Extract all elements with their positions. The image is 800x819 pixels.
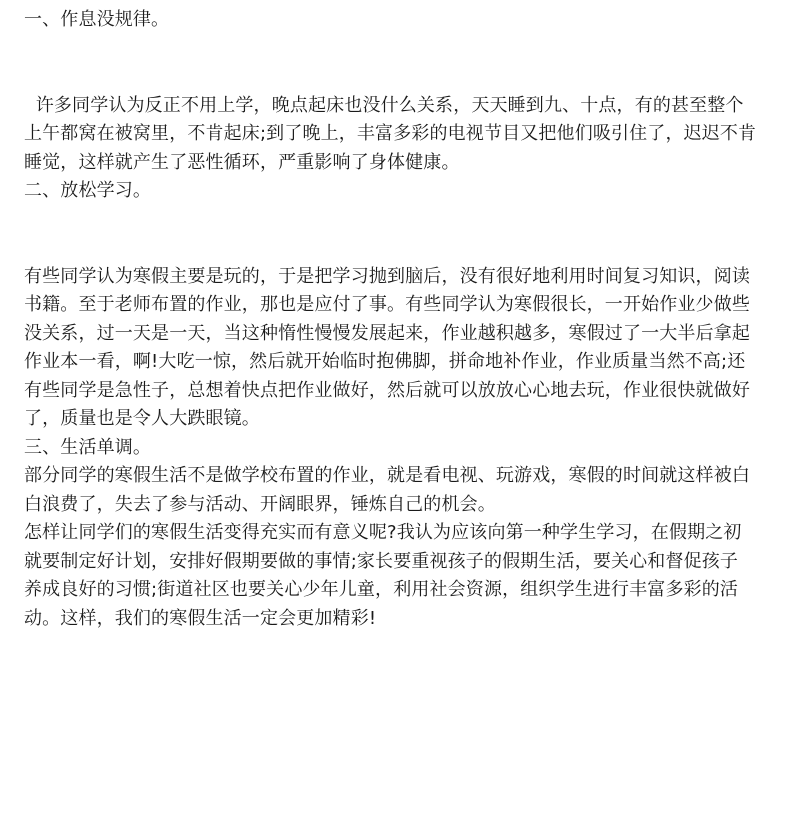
section-heading: 一、作息没规律。	[24, 9, 170, 30]
paragraph-line: 睡觉，这样就产生了恶性循环，严重影响了身体健康。	[24, 151, 460, 173]
section-heading: 二、放松学习。	[24, 180, 152, 201]
paragraph-line: 没关系，过一天是一天，当这种惰性慢慢发展起来，作业越积越多，寒假过了一大半后拿起	[24, 322, 750, 344]
paragraph-line: 有些同学是急性子，总想着快点把作业做好，然后就可以放放心心地去玩，作业很快就做好	[24, 379, 750, 401]
paragraph-line: 怎样让同学们的寒假生活变得充实而有意义呢?我认为应该向第一种学生学习，在假期之初	[24, 522, 742, 543]
paragraph-line: 有些同学认为寒假主要是玩的，于是把学习抛到脑后，没有很好地利用时间复习知识，阅读	[24, 265, 750, 287]
paragraph-line: 部分同学的寒假生活不是做学校布置的作业，就是看电视、玩游戏，寒假的时间就这样被白	[24, 465, 750, 486]
paragraph-line: 动。这样，我们的寒假生活一定会更加精彩!	[24, 607, 377, 629]
document-body	[24, 0, 784, 633]
paragraph-line: 了，质量也是令人大跌眼镜。	[24, 408, 260, 429]
paragraph-line: 白浪费了，失去了参与活动、开阔眼界，锤炼自己的机会。	[24, 493, 496, 515]
paragraph-line: 养成良好的习惯;街道社区也要关心少年儿童，利用社会资源，组织学生进行丰富多彩的活	[24, 579, 739, 600]
paragraph-line: 书籍。至于老师布置的作业，那也是应付了事。有些同学认为寒假很长，一开始作业少做些	[24, 294, 750, 315]
paragraph-line: 许多同学认为反正不用上学，晚点起床也没什么关系，天天睡到九、十点，有的甚至整个	[24, 94, 744, 116]
paragraph-line: 就要制定好计划，安排好假期要做的事情;家长要重视孩子的假期生活，要关心和督促孩子	[24, 550, 739, 572]
paragraph-line: 上午都窝在被窝里，不肯起床;到了晚上，丰富多彩的电视节目又把他们吸引住了，迟迟不肯	[24, 123, 757, 144]
section-heading: 三、生活单调。	[24, 436, 152, 458]
paragraph-line: 作业本一看，啊!大吃一惊，然后就开始临时抱佛脚，拼命地补作业，作业质量当然不高;还	[24, 351, 746, 372]
